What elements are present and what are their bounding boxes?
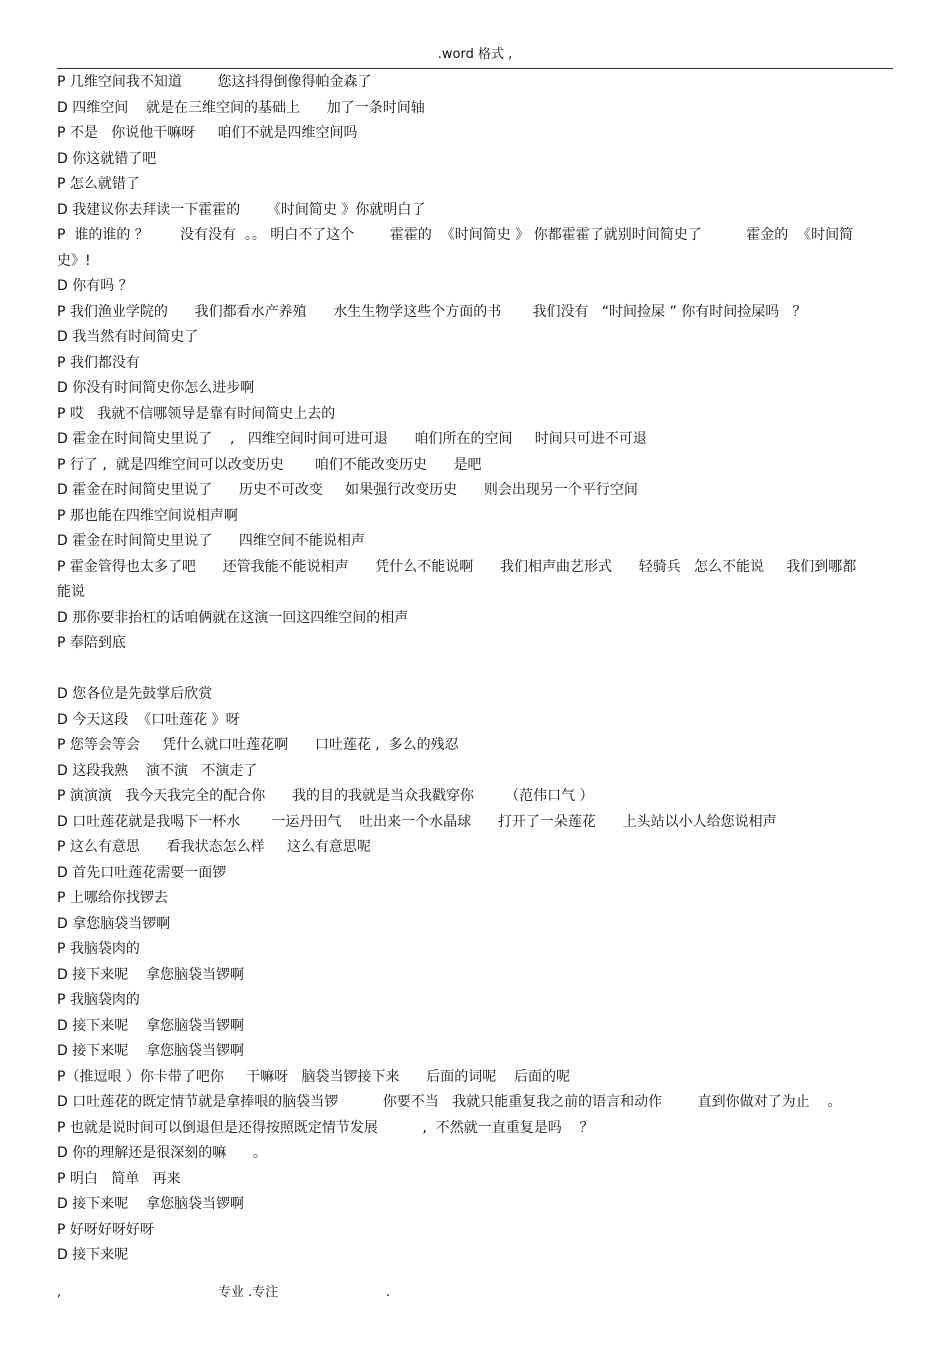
text-line: P 您等会等会 凭什么就口吐莲花啊 口吐莲花 , 多么的残忍 — [57, 737, 459, 753]
text-line: P 上哪给你找锣去 — [57, 890, 168, 906]
text-line: P 我们都没有 — [57, 354, 140, 371]
text-line: 能说 — [57, 584, 85, 600]
text-line: P 行了 , 就是四维空间可以改变历史 咱们不能改变历史 是吧 — [57, 456, 482, 473]
text-line: P 演演演 我今天我完全的配合你 我的目的我就是当众我戳穿你 （范伟口气 ） — [57, 788, 594, 804]
text-line: P 不是 你说他干嘛呀 咱们不就是四维空间吗 — [57, 125, 358, 141]
text-line: D 我当然有时间简史了 — [57, 329, 199, 345]
text-line: D 首先口吐莲花需要一面锣 — [57, 864, 227, 881]
text-line: P 我们渔业学院的 我们都看水产养殖 水生生物学这些个方面的书 我们没有 “时间捡屎 ” 你有时间捡屎吗 ？ — [57, 303, 807, 320]
text-line: D 接下来呢 拿您脑袋当锣啊 — [57, 1196, 245, 1212]
text-line: D 你没有时间简史你怎么进步啊 — [57, 380, 255, 396]
page-footer — [0, 1283, 950, 1303]
text-line: D 四维空间 就是在三维空间的基础上 加了一条时间轴 — [57, 99, 425, 116]
text-line: D 接下来呢 拿您脑袋当锣啊 — [57, 966, 245, 983]
text-line: D 口吐莲花就是我喝下一杯水 一运丹田气 吐出来一个水晶球 打开了一朵莲花 上头站以小人给您说相声 — [57, 813, 777, 830]
text-line: P 我脑袋肉的 — [57, 992, 140, 1008]
footer-label: 专业 .专注 — [218, 1285, 279, 1300]
text-line: D 你有吗 ？ — [57, 278, 133, 294]
text-line: D 这段我熟 演不演 不演走了 — [57, 762, 258, 779]
text-line: P 奉陪到底 — [57, 635, 126, 651]
text-line: P 这么有意思 看我状态怎么样 这么有意思呢 — [57, 839, 371, 855]
text-line: 史》! — [57, 252, 91, 269]
text-line: P 谁的谁的 ？ 没有没有 。。 明白不了这个 霍霍的 《时间简史 》 你都霍霍了就别时间简史了 霍金的 《时间简 — [57, 227, 854, 243]
text-line: D 霍金在时间简史里说了 , 四维空间时间可进可退 咱们所在的空间 时间只可进不可退 — [57, 431, 647, 447]
text-line: D 霍金在时间简史里说了 四维空间不能说相声 — [57, 533, 365, 549]
text-line: D 今天这段 《口吐莲花 》呀 — [57, 711, 240, 728]
text-line: D 你的理解还是很深刻的嘛 。 — [57, 1145, 267, 1161]
text-line: P 好呀好呀好呀 — [57, 1221, 154, 1238]
text-line: P 几维空间我不知道 您这抖得倒像得帕金森了 — [57, 74, 372, 90]
page-header: .word 格式 , — [437, 47, 513, 62]
text-line: P 也就是说时间可以倒退但是还得按照既定情节发展 , 不然就一直重复是吗 ？ — [57, 1119, 594, 1136]
text-line: D 口吐莲花的既定情节就是拿捧哏的脑袋当锣 你要不当 我就只能重复我之前的语言和动作 直到你做对了为止 。 — [57, 1094, 842, 1110]
text-line: D 你这就错了吧 — [57, 150, 157, 167]
footer-left-mark: , — [57, 1285, 62, 1300]
text-line: D 我建议你去拜读一下霍霍的 《时间简史 》你就明白了 — [57, 201, 426, 218]
text-line: D 那你要非抬杠的话咱俩就在这演一回这四维空间的相声 — [57, 609, 409, 626]
text-line: P 哎 我就不信哪领导是靠有时间简史上去的 — [57, 405, 336, 422]
text-line: P 明白 简单 再来 — [57, 1170, 181, 1187]
text-line: P 我脑袋肉的 — [57, 941, 140, 957]
text-line: P 那也能在四维空间说相声啊 — [57, 507, 238, 524]
text-line: D 接下来呢 拿您脑袋当锣啊 — [57, 1017, 245, 1034]
text-line: P 怎么就错了 — [57, 176, 140, 192]
document-body — [57, 70, 893, 1269]
text-line: D 霍金在时间简史里说了 历史不可改变 如果强行改变历史 则会出现另一个平行空间 — [57, 482, 638, 498]
text-line: P（推逗哏 ）你卡带了吧你 干嘛呀 脑袋当锣接下来 后面的词呢 后面的呢 — [57, 1068, 570, 1085]
text-line: D 拿您脑袋当锣啊 — [57, 915, 171, 932]
header-divider — [57, 68, 893, 69]
text-line: P 霍金管得也太多了吧 还管我能不能说相声 凭什么不能说啊 我们相声曲艺形式 轻骑兵 怎么不能说 我们到哪都 — [57, 558, 857, 575]
text-line: D 接下来呢 拿您脑袋当锣啊 — [57, 1043, 245, 1059]
text-line: D 接下来呢 — [57, 1247, 129, 1263]
text-line: D 您各位是先鼓掌后欣赏 — [57, 686, 213, 702]
footer-right-mark: . — [386, 1285, 391, 1300]
blank-line — [57, 657, 893, 683]
